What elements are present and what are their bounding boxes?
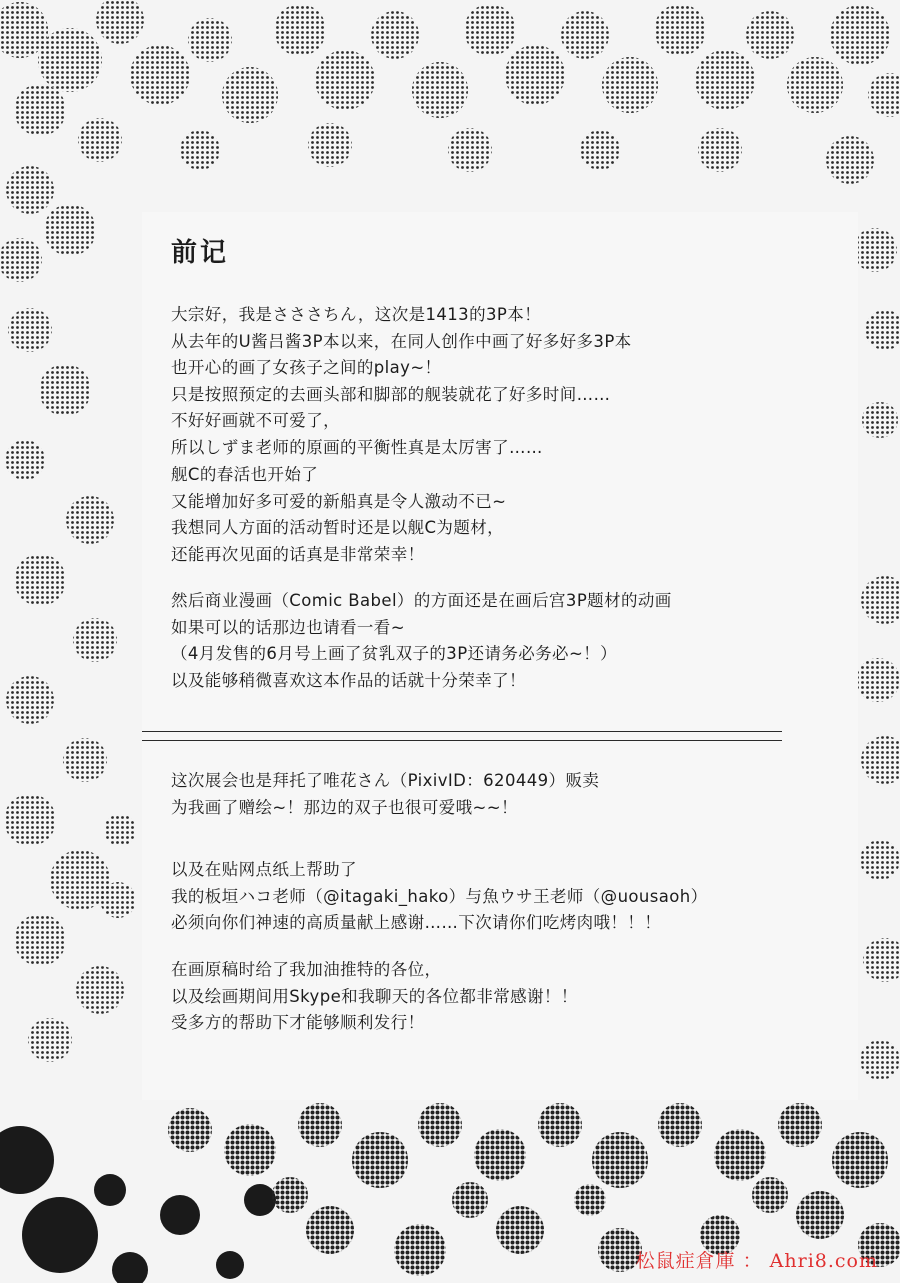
halftone-dot (73, 618, 117, 662)
halftone-dot (38, 28, 102, 92)
text-line: 不好好画就不可爱了， (171, 411, 340, 430)
text-line: 只是按照预定的去画头部和脚部的舰装就花了好多时间…… (171, 384, 611, 404)
halftone-dot (168, 1108, 212, 1152)
halftone-dot (352, 1132, 408, 1188)
paragraph-6 (171, 957, 578, 1037)
site-watermark: 松鼠症倉庫 ： Ahri8.com (635, 1250, 878, 1272)
halftone-dot (4, 794, 56, 846)
halftone-dot (860, 1040, 900, 1080)
halftone-dot (746, 11, 794, 59)
halftone-dot (868, 73, 900, 117)
halftone-dot (244, 1184, 276, 1216)
halftone-dot (224, 1124, 276, 1176)
halftone-dot (561, 11, 609, 59)
halftone-dot (538, 1103, 582, 1147)
halftone-dot (856, 658, 900, 702)
halftone-dot (602, 57, 658, 113)
halftone-dot (658, 1103, 702, 1147)
halftone-dot (8, 308, 52, 352)
text-line: （4月发售的6月号上画了贫乳双子的3P还请务必务必~！） (171, 644, 617, 663)
halftone-dot (862, 402, 898, 438)
page-title: 前记 (171, 238, 230, 268)
text-line: 也开心的画了女孩子之间的play~！ (171, 358, 442, 377)
halftone-dot (180, 130, 220, 170)
halftone-dot (861, 576, 900, 624)
halftone-dot (592, 1132, 648, 1188)
halftone-dot (371, 11, 419, 59)
text-line: 以及在贴网点纸上帮助了 (171, 860, 357, 879)
halftone-dot (308, 123, 352, 167)
halftone-dot (714, 1129, 766, 1181)
halftone-dot (78, 118, 122, 162)
halftone-dot (315, 50, 375, 110)
halftone-dot (160, 1195, 200, 1235)
text-line: 舰C的春活也开始了 (171, 465, 319, 484)
halftone-dot (787, 57, 843, 113)
halftone-dot (39, 364, 91, 416)
text-line: 所以しずま老师的原画的平衡性真是太厉害了…… (171, 437, 543, 457)
halftone-dot (778, 1103, 822, 1147)
halftone-dot (394, 1224, 446, 1276)
halftone-dot (5, 440, 45, 480)
halftone-dot (832, 1132, 888, 1188)
text-line: 从去年的U酱吕酱3P本以来，在同人创作中画了好多好多3P本 (171, 331, 632, 351)
halftone-dot (94, 1174, 126, 1206)
halftone-dot (28, 1018, 72, 1062)
halftone-dot (574, 1184, 606, 1216)
halftone-dot (752, 1177, 788, 1213)
halftone-dot (826, 136, 874, 184)
halftone-dot (654, 4, 706, 56)
text-line: 如果可以的话那边也请看一看~ (171, 617, 405, 637)
paragraph-5 (171, 857, 708, 937)
halftone-dot (96, 0, 144, 44)
halftone-dot (44, 204, 96, 256)
halftone-dot (14, 84, 66, 136)
text-line: 大宗好，我是さささちん，这次是1413的3P本！ (171, 305, 542, 324)
halftone-dot (130, 45, 190, 105)
halftone-dot (66, 496, 114, 544)
paragraph-1 (171, 302, 632, 461)
halftone-dot (222, 67, 278, 123)
text-line: 这次展会也是拜托了唯花さん（PixivID：620449）贩卖 (171, 771, 600, 790)
halftone-dot (853, 228, 897, 272)
halftone-dot (6, 676, 54, 724)
paragraph-2 (171, 462, 506, 568)
halftone-dot (188, 18, 232, 62)
text-line: 我想同人方面的活动暂时还是以舰C为题材， (171, 518, 505, 537)
divider-line (142, 740, 782, 741)
halftone-dot (860, 840, 900, 880)
paragraph-3 (171, 588, 672, 694)
halftone-dot (306, 1206, 354, 1254)
halftone-dot (505, 45, 565, 105)
halftone-dot (861, 736, 900, 784)
halftone-dot (22, 1197, 98, 1273)
text-line: 以及能够稍微喜欢这本作品的话就十分荣幸了！ (171, 670, 526, 690)
text-line: 必须向你们神速的高质量献上感谢……下次请你们吃烤肉哦！！！ (171, 913, 662, 932)
text-line: 受多方的帮助下才能够顺利发行！ (171, 1013, 425, 1032)
halftone-dot (76, 966, 124, 1014)
halftone-dot (104, 814, 136, 846)
halftone-dot (452, 1182, 488, 1218)
halftone-dot (796, 1191, 844, 1239)
halftone-dot (464, 4, 516, 56)
halftone-dot (63, 738, 107, 782)
halftone-dot (830, 5, 890, 65)
text-line: 又能增加好多可爱的新船真是令人激动不已~ (171, 491, 507, 511)
halftone-dot (274, 4, 326, 56)
divider-line (142, 731, 782, 732)
halftone-dot (863, 938, 900, 982)
halftone-dot (298, 1103, 342, 1147)
halftone-dot (112, 1252, 148, 1283)
halftone-dot (216, 1251, 244, 1279)
halftone-dot (695, 50, 755, 110)
halftone-dot (0, 238, 42, 282)
text-line: 还能再次见面的话真是非常荣幸！ (171, 544, 425, 564)
halftone-dot (496, 1206, 544, 1254)
halftone-dot (272, 1177, 308, 1213)
halftone-dot (418, 1103, 462, 1147)
text-line: 然后商业漫画（Comic Babel）的方面还是在画后宫3P题材的动画 (171, 591, 672, 610)
halftone-dot (100, 882, 136, 918)
text-line: 在画原稿时给了我加油推特的各位， (171, 960, 442, 979)
halftone-dot (14, 914, 66, 966)
halftone-dot (448, 128, 492, 172)
paragraph-4 (171, 768, 599, 821)
halftone-dot (698, 128, 742, 172)
text-line: 为我画了赠绘~！那边的双子也很可爱哦~~！ (171, 797, 518, 817)
halftone-dot (0, 1126, 54, 1194)
text-line: 我的板垣ハコ老师（@itagaki_hako）与魚ウサ王老师（@uousaoh） (171, 886, 708, 906)
halftone-dot (865, 310, 900, 350)
halftone-dot (580, 130, 620, 170)
halftone-dot (6, 166, 54, 214)
halftone-dot (474, 1129, 526, 1181)
halftone-dot (14, 554, 66, 606)
halftone-dot (412, 62, 468, 118)
text-line: 以及绘画期间用Skype和我聊天的各位都非常感谢！！ (171, 986, 578, 1006)
